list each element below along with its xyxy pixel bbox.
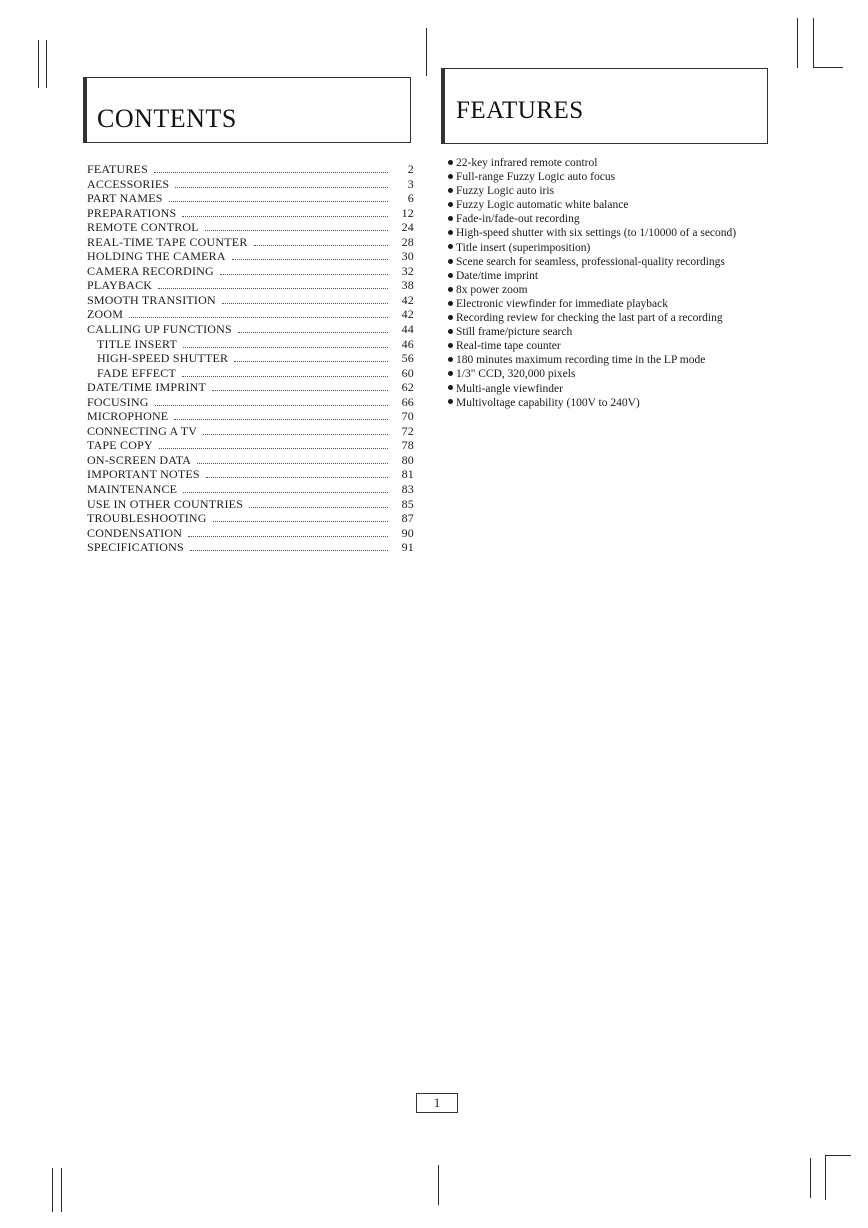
contents-entry[interactable] bbox=[87, 351, 414, 366]
bullet-icon bbox=[448, 160, 453, 165]
contents-entry-page: 66 bbox=[401, 394, 414, 409]
feature-text: 22-key infrared remote control bbox=[456, 157, 598, 169]
dot-leader bbox=[206, 477, 388, 478]
contents-entry[interactable] bbox=[87, 409, 414, 424]
contents-entry-label: TITLE INSERT bbox=[97, 336, 177, 351]
dot-leader bbox=[174, 419, 388, 420]
feature-item bbox=[448, 396, 778, 410]
contents-entry-label: CONNECTING A TV bbox=[87, 423, 198, 438]
binding-mark bbox=[438, 1165, 439, 1205]
feature-item bbox=[448, 198, 778, 212]
contents-entry-label: PREPARATIONS bbox=[87, 205, 177, 220]
bullet-icon bbox=[448, 329, 453, 334]
features-title: FEATURES bbox=[456, 97, 584, 124]
contents-entry[interactable] bbox=[87, 293, 414, 308]
contents-entry-page: 30 bbox=[401, 249, 414, 264]
contents-entry-page: 83 bbox=[401, 482, 414, 497]
contents-entry-label: SMOOTH TRANSITION bbox=[87, 292, 216, 307]
feature-item bbox=[448, 184, 778, 198]
bullet-icon bbox=[448, 216, 453, 221]
contents-entry-page: 28 bbox=[401, 234, 414, 249]
feature-text: High-speed shutter with six settings (to 1/10000 of a second) bbox=[456, 227, 737, 240]
contents-entry-label: REMOTE CONTROL bbox=[87, 220, 199, 235]
contents-entry[interactable] bbox=[87, 322, 414, 337]
binding-mark bbox=[38, 40, 39, 88]
bullet-icon bbox=[448, 244, 453, 249]
feature-item bbox=[448, 325, 778, 339]
contents-entry-label: PLAYBACK bbox=[87, 278, 153, 293]
contents-entry-page: 62 bbox=[401, 380, 414, 395]
contents-entry[interactable] bbox=[87, 220, 414, 235]
contents-entry-label: TAPE COPY bbox=[87, 438, 153, 453]
feature-item bbox=[448, 283, 778, 297]
dot-leader bbox=[182, 376, 388, 377]
contents-entry[interactable] bbox=[87, 526, 414, 541]
feature-text: Recording review for checking the last part of a recording bbox=[456, 312, 723, 325]
contents-entry-label: PART NAMES bbox=[87, 191, 163, 206]
contents-entry[interactable] bbox=[87, 162, 414, 177]
contents-entry-page: 38 bbox=[401, 278, 414, 293]
bullet-icon bbox=[448, 259, 453, 264]
dot-leader bbox=[249, 507, 388, 508]
contents-entry[interactable] bbox=[87, 177, 414, 192]
contents-entry-page: 3 bbox=[407, 176, 414, 191]
contents-heading-box bbox=[83, 77, 411, 143]
contents-entry-label: REAL-TIME TAPE COUNTER bbox=[87, 234, 248, 249]
contents-entry-page: 85 bbox=[401, 496, 414, 511]
contents-entry-label: DATE/TIME IMPRINT bbox=[87, 380, 207, 395]
feature-item bbox=[448, 339, 778, 353]
contents-entry-page: 12 bbox=[401, 205, 414, 220]
feature-item bbox=[448, 269, 778, 283]
feature-text: 8x power zoom bbox=[456, 283, 528, 296]
contents-entry[interactable] bbox=[87, 206, 414, 221]
bullet-icon bbox=[448, 315, 453, 320]
dot-leader bbox=[234, 361, 388, 362]
contents-entry-label: TROUBLESHOOTING bbox=[87, 511, 207, 526]
contents-entry-label: FEATURES bbox=[87, 162, 148, 176]
feature-text: Title insert (superimposition) bbox=[456, 241, 591, 254]
contents-entry[interactable] bbox=[87, 497, 414, 512]
contents-entry-page: 72 bbox=[401, 423, 414, 438]
dot-leader bbox=[129, 317, 388, 318]
dot-leader bbox=[169, 201, 388, 202]
dot-leader bbox=[205, 230, 388, 231]
feature-text: Still frame/picture search bbox=[456, 326, 573, 339]
feature-text: 1/3" CCD, 320,000 pixels bbox=[456, 368, 576, 381]
feature-item bbox=[448, 226, 778, 240]
binding-mark bbox=[810, 1158, 811, 1198]
contents-entry[interactable] bbox=[87, 438, 414, 453]
binding-mark bbox=[825, 1155, 826, 1200]
dot-leader bbox=[190, 550, 388, 551]
feature-text: Full-range Fuzzy Logic auto focus bbox=[456, 171, 616, 184]
contents-entry-page: 56 bbox=[401, 351, 414, 366]
feature-text: Date/time imprint bbox=[456, 269, 539, 282]
bullet-icon bbox=[448, 343, 453, 348]
contents-entry-page: 42 bbox=[401, 292, 414, 307]
contents-entry-page: 24 bbox=[401, 220, 414, 235]
feature-text: Multivoltage capability (100V to 240V) bbox=[456, 396, 640, 409]
contents-entry-label: HIGH-SPEED SHUTTER bbox=[97, 351, 229, 366]
dot-leader bbox=[232, 259, 388, 260]
dot-leader bbox=[212, 390, 388, 391]
contents-entry-label: FOCUSING bbox=[87, 394, 149, 409]
contents-entry[interactable] bbox=[87, 380, 414, 395]
contents-entry[interactable] bbox=[87, 337, 414, 352]
contents-entry-label: CONDENSATION bbox=[87, 525, 183, 540]
bullet-icon bbox=[448, 174, 453, 179]
features-list bbox=[448, 156, 778, 410]
contents-entry[interactable] bbox=[87, 235, 414, 250]
dot-leader bbox=[213, 521, 388, 522]
contents-entry-label: ZOOM bbox=[87, 307, 124, 322]
bullet-icon bbox=[448, 385, 453, 390]
feature-item bbox=[448, 353, 778, 367]
dot-leader bbox=[158, 288, 388, 289]
contents-entry[interactable] bbox=[87, 249, 414, 264]
contents-title: CONTENTS bbox=[97, 104, 237, 133]
feature-item bbox=[448, 241, 778, 255]
dot-leader bbox=[238, 332, 388, 333]
bullet-icon bbox=[448, 202, 453, 207]
contents-entry[interactable] bbox=[87, 511, 414, 526]
contents-entry[interactable] bbox=[87, 366, 414, 381]
contents-entry-page: 42 bbox=[401, 307, 414, 322]
binding-mark bbox=[813, 18, 814, 68]
feature-item bbox=[448, 212, 778, 226]
feature-text: Fade-in/fade-out recording bbox=[456, 213, 580, 226]
feature-text: Fuzzy Logic auto iris bbox=[456, 185, 555, 198]
bullet-icon bbox=[448, 230, 453, 235]
contents-entry[interactable] bbox=[87, 278, 414, 293]
binding-mark bbox=[61, 1168, 62, 1212]
bullet-icon bbox=[448, 357, 453, 362]
bullet-icon bbox=[448, 287, 453, 292]
dot-leader bbox=[175, 187, 388, 188]
features-heading-box bbox=[441, 68, 768, 144]
contents-entry[interactable] bbox=[87, 424, 414, 439]
contents-entry-page: 90 bbox=[401, 525, 414, 540]
binding-mark bbox=[813, 67, 843, 68]
binding-mark bbox=[797, 18, 798, 68]
dot-leader bbox=[183, 347, 388, 348]
feature-item bbox=[448, 156, 778, 170]
contents-entry-label: CALLING UP FUNCTIONS bbox=[87, 322, 232, 337]
binding-mark bbox=[825, 1155, 851, 1156]
feature-item bbox=[448, 297, 778, 311]
binding-mark bbox=[46, 40, 47, 88]
contents-entry-page: 6 bbox=[407, 191, 414, 206]
contents-entry[interactable] bbox=[87, 467, 414, 482]
contents-entry-page: 46 bbox=[401, 336, 414, 351]
feature-text: Fuzzy Logic automatic white balance bbox=[456, 199, 629, 212]
dot-leader bbox=[197, 463, 388, 464]
contents-entry-page: 91 bbox=[401, 540, 414, 555]
binding-mark bbox=[52, 1168, 53, 1212]
dot-leader bbox=[182, 216, 388, 217]
contents-entry-label: HOLDING THE CAMERA bbox=[87, 249, 226, 264]
contents-entry[interactable] bbox=[87, 264, 414, 279]
contents-entry-page: 44 bbox=[401, 322, 414, 337]
contents-entry[interactable] bbox=[87, 307, 414, 322]
page-number: 1 bbox=[416, 1093, 458, 1113]
dot-leader bbox=[154, 172, 388, 173]
bullet-icon bbox=[448, 273, 453, 278]
bullet-icon bbox=[448, 399, 453, 404]
feature-text: Multi-angle viewfinder bbox=[456, 382, 563, 395]
dot-leader bbox=[155, 405, 388, 406]
dot-leader bbox=[183, 492, 388, 493]
contents-entry-label: SPECIFICATIONS bbox=[87, 540, 184, 555]
contents-entry[interactable] bbox=[87, 540, 414, 555]
bullet-icon bbox=[448, 371, 453, 376]
feature-text: Scene search for seamless, professional-quality recordings bbox=[456, 255, 725, 268]
contents-entry-page: 87 bbox=[401, 511, 414, 526]
feature-item bbox=[448, 170, 778, 184]
contents-entry-label: FADE EFFECT bbox=[97, 365, 176, 380]
contents-entry-label: ON-SCREEN DATA bbox=[87, 452, 192, 467]
contents-entry-label: CAMERA RECORDING bbox=[87, 263, 214, 278]
contents-entry[interactable] bbox=[87, 395, 414, 410]
contents-entry[interactable] bbox=[87, 482, 414, 497]
bullet-icon bbox=[448, 188, 453, 193]
contents-entry-label: IMPORTANT NOTES bbox=[87, 467, 200, 482]
contents-list bbox=[87, 162, 414, 555]
feature-item bbox=[448, 255, 778, 269]
contents-entry-page: 2 bbox=[407, 162, 414, 176]
dot-leader bbox=[188, 536, 388, 537]
dot-leader bbox=[203, 434, 388, 435]
binding-mark bbox=[426, 28, 427, 76]
bullet-icon bbox=[448, 301, 453, 306]
contents-entry-label: MICROPHONE bbox=[87, 409, 169, 424]
contents-entry-label: USE IN OTHER COUNTRIES bbox=[87, 496, 244, 511]
contents-entry-page: 80 bbox=[401, 452, 414, 467]
contents-entry[interactable] bbox=[87, 453, 414, 468]
contents-entry-label: MAINTENANCE bbox=[87, 482, 178, 497]
contents-entry-page: 32 bbox=[401, 263, 414, 278]
dot-leader bbox=[222, 303, 388, 304]
feature-text: Real-time tape counter bbox=[456, 340, 561, 353]
feature-item bbox=[448, 382, 778, 396]
contents-entry-page: 81 bbox=[401, 467, 414, 482]
contents-entry-label: ACCESSORIES bbox=[87, 176, 170, 191]
feature-item bbox=[448, 311, 778, 325]
contents-entry[interactable] bbox=[87, 191, 414, 206]
contents-entry-page: 60 bbox=[401, 365, 414, 380]
dot-leader bbox=[220, 274, 388, 275]
feature-text: 180 minutes maximum recording time in the LP mode bbox=[456, 354, 706, 367]
dot-leader bbox=[254, 245, 388, 246]
contents-entry-page: 70 bbox=[401, 409, 414, 424]
dot-leader bbox=[159, 448, 388, 449]
feature-item bbox=[448, 367, 778, 381]
feature-text: Electronic viewfinder for immediate playback bbox=[456, 297, 669, 310]
contents-entry-page: 78 bbox=[401, 438, 414, 453]
